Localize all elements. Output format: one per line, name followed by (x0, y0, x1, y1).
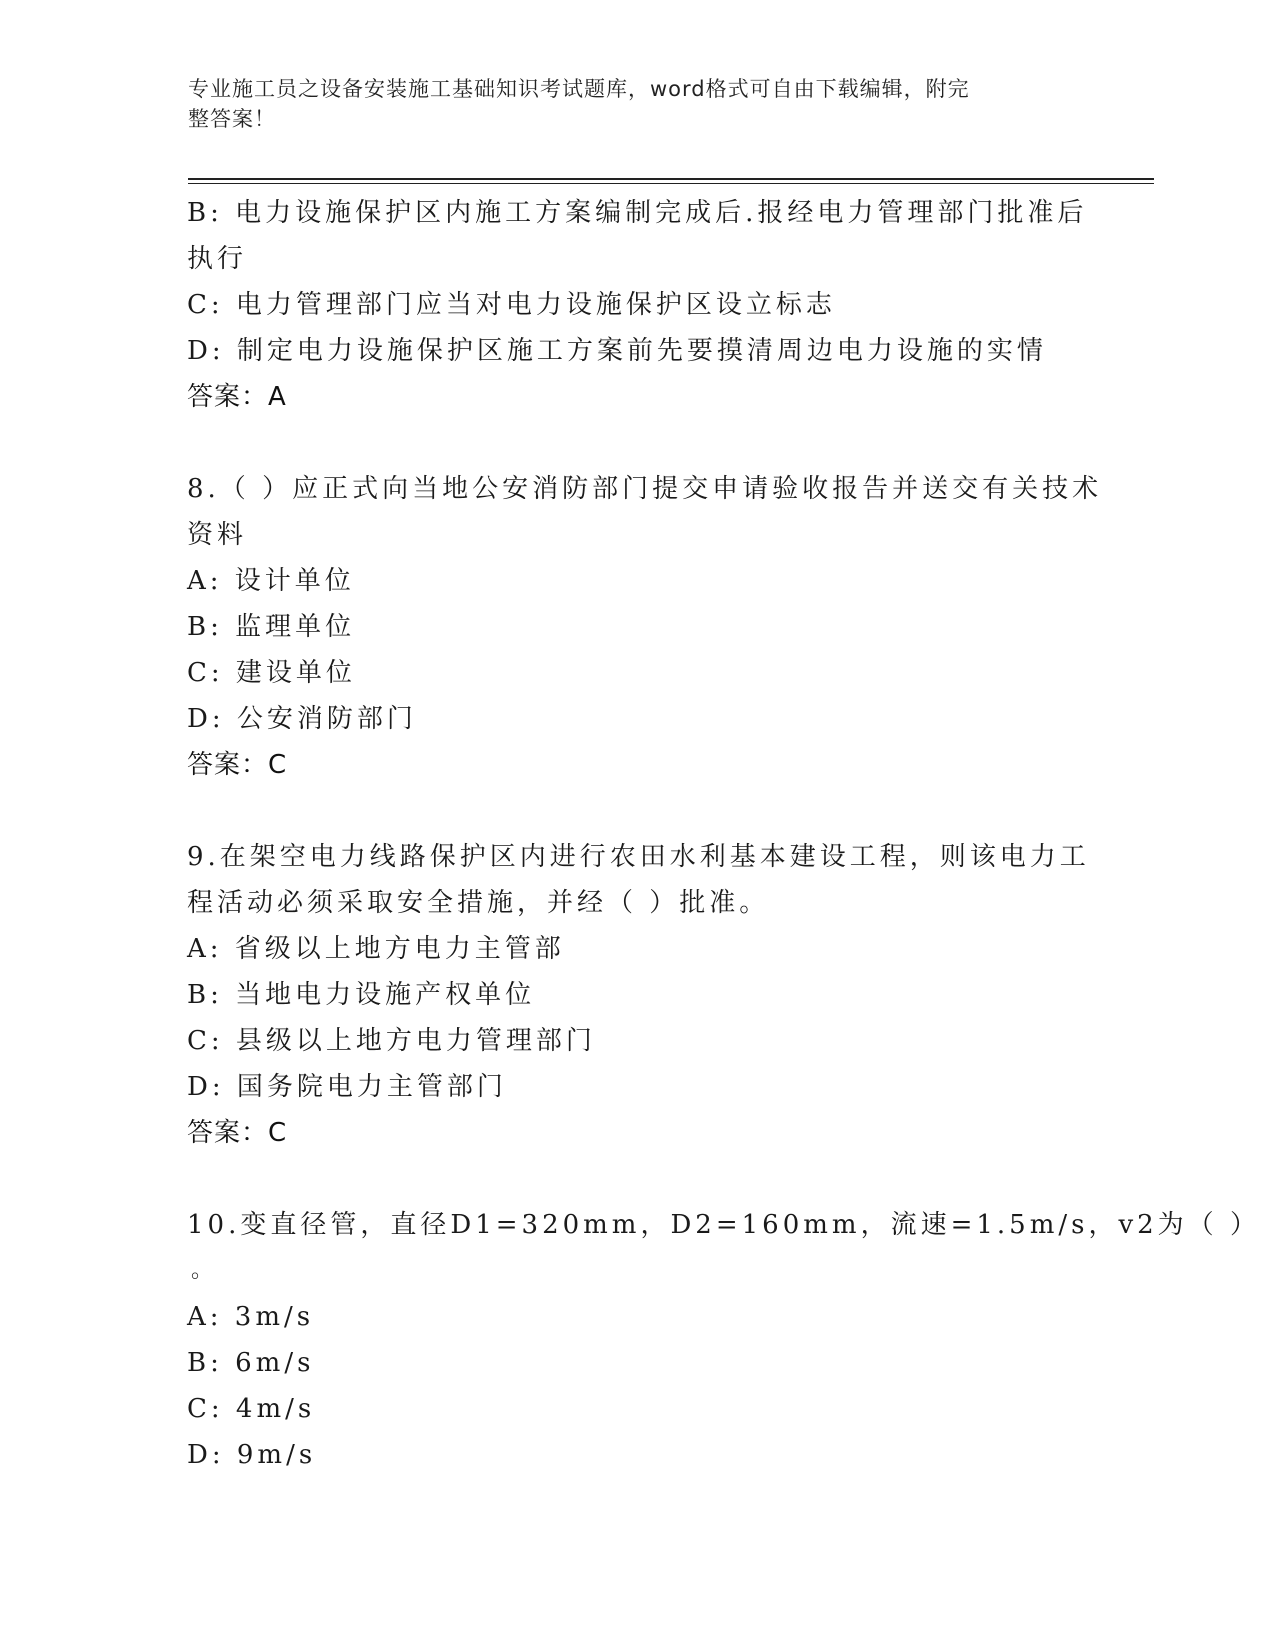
option-d: D: 制定电力设施保护区施工方案前先要摸清周边电力设施的实情 (187, 336, 1047, 366)
question-stem-line-1: 8.（ ）应正式向当地公安消防部门提交申请验收报告并送交有关技术 (187, 474, 1103, 504)
question-9 (187, 834, 1090, 1156)
question-8 (187, 466, 1103, 788)
question-stem-line-2: 。 (191, 1258, 214, 1283)
document-header (188, 74, 1068, 134)
option-a: A: 设计单位 (187, 566, 355, 596)
header-line-2: 整答案！ (188, 107, 276, 131)
question-stem-line-2: 程活动必须采取安全措施，并经（ ）批准。 (187, 888, 770, 918)
question-stem-line-1: 9.在架空电力线路保护区内进行农田水利基本建设工程，则该电力工 (187, 842, 1090, 872)
option-b: B: 当地电力设施产权单位 (187, 980, 536, 1010)
option-d: D: 公安消防部门 (187, 704, 417, 734)
answer: 答案：C (187, 1118, 288, 1148)
question-7-tail (187, 190, 1087, 420)
header-rule-thin (188, 183, 1154, 184)
option-b: B: 监理单位 (187, 612, 356, 642)
header-line-1: 专业施工员之设备安装施工基础知识考试题库，word格式可自由下载编辑，附完 (188, 77, 970, 101)
option-c: C: 4m/s (187, 1394, 316, 1424)
header-rule-thick (188, 178, 1154, 180)
option-c: C: 县级以上地方电力管理部门 (187, 1026, 596, 1056)
option-d: D: 国务院电力主管部门 (187, 1072, 507, 1102)
option-a: A: 3m/s (187, 1302, 315, 1332)
answer: 答案：A (187, 382, 287, 412)
question-10 (187, 1202, 1260, 1478)
question-list (187, 190, 1260, 1478)
spacer (187, 1156, 1087, 1202)
option-b: B: 6m/s (187, 1348, 315, 1378)
option-c: C: 电力管理部门应当对电力设施保护区设立标志 (187, 290, 836, 320)
option-b-line-2: 执行 (187, 244, 248, 274)
option-b-line-1: B: 电力设施保护区内施工方案编制完成后.报经电力管理部门批准后 (187, 198, 1088, 228)
question-stem-line-2: 资料 (187, 520, 248, 550)
spacer (187, 420, 1087, 466)
spacer (187, 788, 1087, 834)
question-stem-line-1: 10.变直径管，直径D1=320mm，D2=160mm，流速=1.5m/s，v2为（ ） (187, 1210, 1260, 1240)
option-a: A: 省级以上地方电力主管部 (187, 934, 565, 964)
option-d: D: 9m/s (187, 1440, 317, 1470)
option-c: C: 建设单位 (187, 658, 356, 688)
answer: 答案：C (187, 750, 288, 780)
